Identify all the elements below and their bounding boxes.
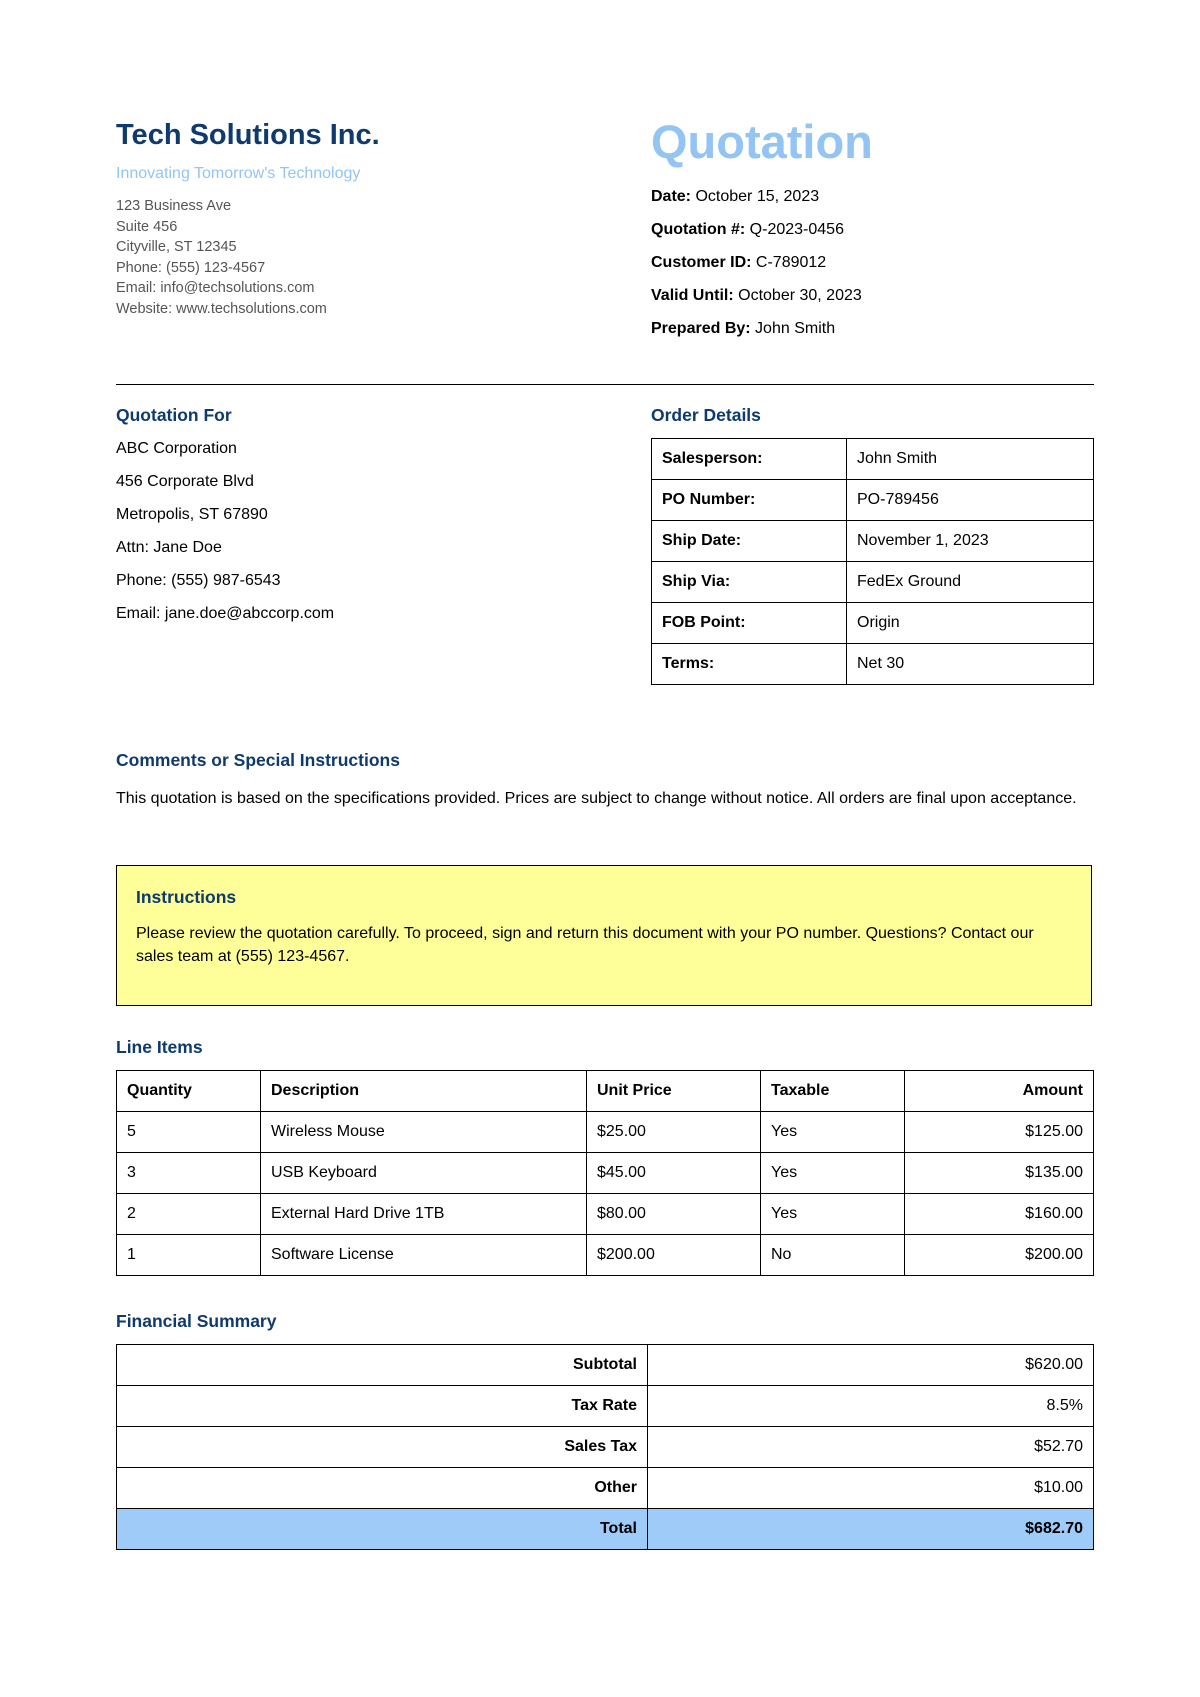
section-title: Comments or Special Instructions [116,750,400,770]
section-title: Financial Summary [116,1311,277,1331]
cell-quantity: 1 [117,1235,261,1276]
column-header: Taxable [761,1071,905,1112]
summary-row-total [117,1509,1094,1550]
company-name: Tech Solutions Inc. [116,119,380,151]
summary-label: Sales Tax [117,1427,648,1468]
meta-value: October 15, 2023 [695,188,820,205]
table-row [117,1194,1094,1235]
row-label: Ship Date: [652,521,847,562]
table-row [652,521,1094,562]
cell-description: Wireless Mouse [261,1112,587,1153]
row-value: PO-789456 [847,480,1094,521]
comments-text: This quotation is based on the specifications provided. Prices are subject to change without notice. All orders are final upon acceptance. [116,790,1077,807]
company-block [116,118,616,319]
column-header: Amount [905,1071,1094,1112]
summary-label: Total [117,1509,648,1550]
cell-description: Software License [261,1235,587,1276]
summary-label: Tax Rate [117,1386,648,1427]
instructions-text: Please review the quotation carefully. To proceed, sign and return this document with your PO number. Questions? Contact our sales team at (555) 123-4567. [136,925,1034,965]
column-header: Quantity [117,1071,261,1112]
row-value: FedEx Ground [847,562,1094,603]
line-items-section [116,1036,1094,1276]
cell-quantity: 3 [117,1153,261,1194]
cell-unit-price: $45.00 [587,1153,761,1194]
row-value: November 1, 2023 [847,521,1094,562]
section-title: Line Items [116,1037,203,1057]
company-address [116,196,616,319]
cell-amount: $135.00 [905,1153,1094,1194]
cell-description: USB Keyboard [261,1153,587,1194]
company-tagline: Innovating Tomorrow's Technology [116,165,361,182]
summary-label: Subtotal [117,1345,648,1386]
order-details-section [651,404,1094,685]
meta-date [651,180,1094,213]
meta-label: Date: [651,188,692,205]
meta-quotation-number [651,213,1094,246]
company-phone: Phone: (555) 123-4567 [116,259,266,276]
customer-line: Email: jane.doe@abccorp.com [116,605,335,622]
customer-address [116,432,596,630]
row-label: Ship Via: [652,562,847,603]
cell-taxable: No [761,1235,905,1276]
meta-label: Customer ID: [651,254,752,271]
cell-amount: $160.00 [905,1194,1094,1235]
cell-unit-price: $25.00 [587,1112,761,1153]
table-row [117,1153,1094,1194]
table-row [652,603,1094,644]
section-title: Quotation For [116,405,232,425]
section-title: Order Details [651,405,761,425]
quotation-header [651,114,1094,345]
row-value: Origin [847,603,1094,644]
company-email: Email: info@techsolutions.com [116,280,315,296]
meta-label: Prepared By: [651,320,751,337]
cell-unit-price: $80.00 [587,1194,761,1235]
summary-row-sales-tax [117,1427,1094,1468]
document-title: Quotation [651,115,873,168]
cell-quantity: 5 [117,1112,261,1153]
cell-taxable: Yes [761,1194,905,1235]
table-row [117,1112,1094,1153]
summary-value: $10.00 [648,1468,1094,1509]
table-row [117,1235,1094,1276]
customer-line: Metropolis, ST 67890 [116,506,268,523]
row-value: John Smith [847,439,1094,480]
summary-value: $620.00 [648,1345,1094,1386]
summary-row-other [117,1468,1094,1509]
row-value: Net 30 [847,644,1094,685]
customer-line: ABC Corporation [116,440,237,457]
address-line: Suite 456 [116,218,178,235]
header-divider [116,384,1094,385]
address-line: 123 Business Ave [116,198,232,214]
summary-value: $52.70 [648,1427,1094,1468]
table-row [652,562,1094,603]
financial-summary-table [116,1344,1094,1550]
company-website: Website: www.techsolutions.com [116,300,327,317]
quotation-meta [651,180,1094,345]
cell-amount: $200.00 [905,1235,1094,1276]
summary-value: 8.5% [648,1386,1094,1427]
meta-valid-until [651,279,1094,312]
comments-section [116,749,1094,810]
customer-line: 456 Corporate Blvd [116,473,254,490]
meta-label: Valid Until: [651,287,734,304]
summary-row-subtotal [117,1345,1094,1386]
address-line: Cityville, ST 12345 [116,239,237,255]
cell-quantity: 2 [117,1194,261,1235]
row-label: Terms: [652,644,847,685]
summary-row-tax-rate [117,1386,1094,1427]
order-details-table [651,438,1094,685]
meta-value: Q-2023-0456 [749,221,844,238]
cell-description: External Hard Drive 1TB [261,1194,587,1235]
cell-taxable: Yes [761,1153,905,1194]
row-label: FOB Point: [652,603,847,644]
customer-line: Phone: (555) 987-6543 [116,572,281,589]
meta-label: Quotation #: [651,221,746,238]
row-label: PO Number: [652,480,847,521]
table-row [652,644,1094,685]
quotation-for-section [116,404,596,630]
customer-line: Attn: Jane Doe [116,539,222,556]
instructions-box [116,865,1092,1006]
column-header: Description [261,1071,587,1112]
meta-value: C-789012 [755,254,827,271]
meta-customer-id [651,246,1094,279]
cell-amount: $125.00 [905,1112,1094,1153]
meta-value: John Smith [755,320,836,337]
summary-label: Other [117,1468,648,1509]
meta-prepared-by [651,312,1094,345]
financial-summary-section [116,1310,1094,1550]
column-header: Unit Price [587,1071,761,1112]
total-amount: $682.70 [648,1509,1094,1550]
line-items-table [116,1070,1094,1276]
cell-unit-price: $200.00 [587,1235,761,1276]
table-row [652,439,1094,480]
meta-value: October 30, 2023 [738,287,862,304]
table-row [652,480,1094,521]
table-header-row [117,1071,1094,1112]
cell-taxable: Yes [761,1112,905,1153]
row-label: Salesperson: [652,439,847,480]
section-title: Instructions [136,887,237,907]
